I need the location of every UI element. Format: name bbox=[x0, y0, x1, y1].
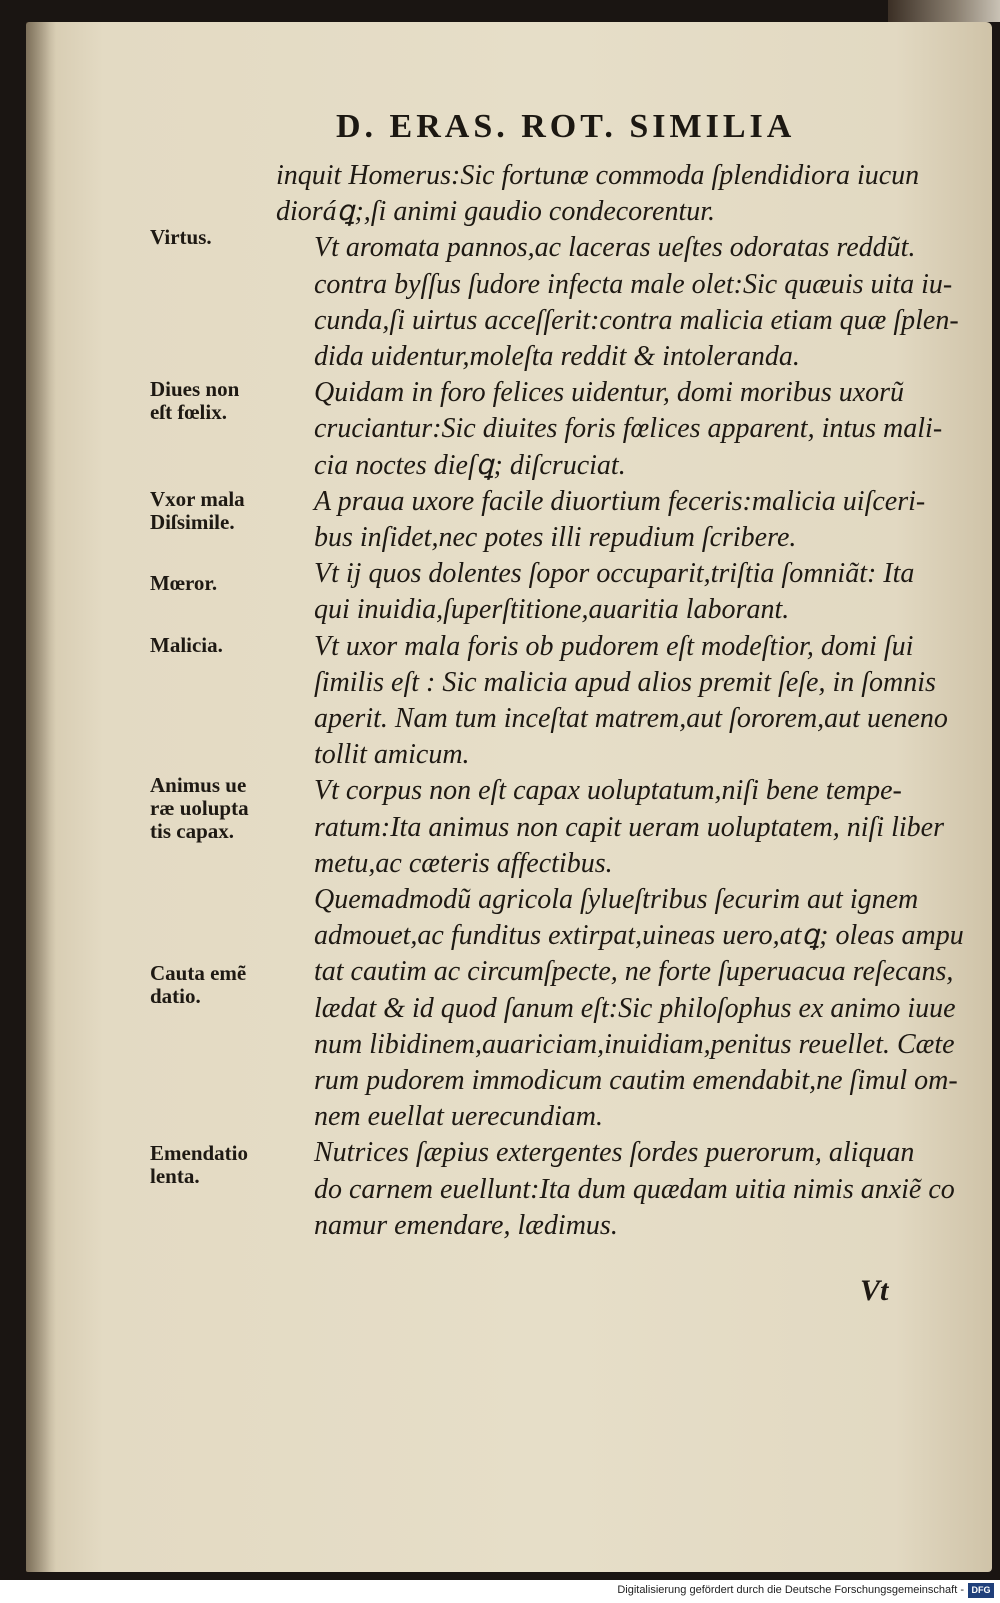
margin-note-line: Animus ue bbox=[150, 773, 247, 797]
text-line: tat cautim ac circumſpecte, ne forte ſuperuacua reſecans, bbox=[314, 956, 954, 988]
text-line: do carnem euellunt:Ita dum quædam uitia nimis anxiẽ co bbox=[314, 1173, 955, 1205]
page-corner-shadow bbox=[888, 0, 1000, 22]
running-head: D. ERAS. ROT. SIMILIA bbox=[336, 108, 796, 145]
paragraph-3 bbox=[276, 484, 926, 556]
text-line: cunda,ſi uirtus acceſſerit:contra malicia etiam quæ ſplen- bbox=[314, 304, 959, 336]
text-line: Nutrices ſæpius extergentes ſordes puerorum, aliquan bbox=[314, 1137, 915, 1169]
text-line: num libidinem,auariciam,inuidiam,penitus reuellet. Cæte bbox=[314, 1028, 955, 1060]
text-line: dioráꝗ;,ſi animi gaudio condecorentur. bbox=[276, 196, 716, 228]
margin-note-virtus bbox=[150, 226, 280, 249]
paragraph-7 bbox=[276, 882, 964, 1135]
margin-note-line: Malicia. bbox=[150, 633, 223, 657]
paragraph-2 bbox=[276, 375, 943, 484]
text-line: aperit. Nam tum inceſtat matrem,aut ſororem,aut ueneno bbox=[314, 703, 948, 735]
text-line: Vt ij quos dolentes ſopor occuparit,triſtia ſomniãt: Ita bbox=[314, 558, 915, 590]
text-line: ratum:Ita animus non capit ueram uoluptatem, niſi liber bbox=[314, 811, 944, 843]
body-text bbox=[276, 158, 964, 1244]
margin-note-line: Virtus. bbox=[150, 225, 212, 249]
paragraph-8 bbox=[276, 1135, 955, 1244]
margin-note-line: eſt fœlix. bbox=[150, 400, 227, 424]
text-line: Vt corpus non eſt capax uoluptatum,niſi bene tempe- bbox=[314, 775, 902, 807]
text-line: A praua uxore facile diuortium feceris:malicia uiſceri- bbox=[314, 485, 926, 517]
text-line: Vt uxor mala foris ob pudorem eſt modeſtior, domi ſui bbox=[314, 630, 914, 662]
text-line: inquit Homerus:Sic fortunæ commoda ſplendidiora iucun bbox=[276, 160, 920, 191]
text-line: qui inuidia,ſuperſtitione,auaritia laborant. bbox=[314, 594, 790, 626]
margin-note-moeror bbox=[150, 572, 280, 595]
margin-note-malicia bbox=[150, 634, 280, 657]
margin-note-line: Vxor mala bbox=[150, 487, 245, 511]
margin-note-line: ræ uolupta bbox=[150, 796, 249, 820]
text-line: namur emendare, lædimus. bbox=[314, 1209, 618, 1241]
paragraph-0 bbox=[276, 158, 920, 230]
margin-note-diues bbox=[150, 378, 280, 424]
paragraph-4 bbox=[276, 556, 916, 628]
margin-note-line: Diues non bbox=[150, 377, 240, 401]
margin-note-emendatio bbox=[150, 1142, 280, 1188]
text-line: metu,ac cæteris affectibus. bbox=[314, 847, 613, 879]
margin-note-line: Emendatio bbox=[150, 1141, 249, 1165]
footer-bar bbox=[0, 1580, 1000, 1603]
text-line: rum pudorem immodicum cautim emendabit,ne ſimul om- bbox=[314, 1065, 958, 1097]
text-line: Vt aromata pannos,ac laceras ueſtes odoratas reddũt. bbox=[314, 232, 916, 264]
margin-note-line: Cauta emẽ bbox=[150, 961, 247, 985]
text-line: dida uidentur,moleſta reddit & intoleranda. bbox=[314, 341, 800, 373]
text-line: tollit amicum. bbox=[314, 739, 470, 771]
paragraph-1 bbox=[276, 230, 959, 375]
text-line: cia noctes dieſꝗ; diſcruciat. bbox=[314, 449, 626, 481]
text-line: ſimilis eſt : Sic malicia apud alios premit ſeſe, in ſomnis bbox=[314, 666, 936, 698]
paragraph-5 bbox=[276, 629, 948, 774]
margin-note-line: Mœror. bbox=[150, 571, 218, 595]
gutter-shadow bbox=[26, 22, 56, 1572]
margin-note-cauta bbox=[150, 962, 280, 1008]
margin-note-line: Diſsimile. bbox=[150, 510, 235, 534]
text-line: bus inſidet,nec potes illi repudium ſcribere. bbox=[314, 522, 797, 554]
text-line: lædat & id quod ſanum eſt:Sic philoſophus ex animo iuue bbox=[314, 992, 956, 1024]
margin-note-line: lenta. bbox=[150, 1164, 200, 1188]
margin-note-animus bbox=[150, 774, 280, 843]
dfg-logo: DFG bbox=[968, 1583, 994, 1598]
text-line: Quidam in foro felices uidentur, domi moribus uxorũ bbox=[314, 377, 905, 409]
margin-note-line: datio. bbox=[150, 984, 201, 1008]
margin-note-line: tis capax. bbox=[150, 819, 234, 843]
text-line: nem euellat uerecundiam. bbox=[314, 1101, 603, 1133]
text-line: contra byſſus ſudore infecta male olet:Sic quæuis uita iu- bbox=[314, 268, 953, 300]
footer-credit: Digitalisierung gefördert durch die Deutsche Forschungsgemeinschaft - bbox=[617, 1584, 964, 1596]
text-line: Quemadmodũ agricola ſylueſtribus ſecurim aut ignem bbox=[314, 884, 919, 916]
catchword: Vt bbox=[860, 1274, 889, 1307]
margin-note-vxor bbox=[150, 488, 280, 534]
text-line: cruciantur:Sic diuites foris fœlices apparent, intus mali- bbox=[314, 413, 943, 445]
paragraph-6 bbox=[276, 773, 944, 882]
text-line: admouet,ac funditus extirpat,uineas uero,atꝗ; oleas ampu bbox=[314, 920, 964, 952]
